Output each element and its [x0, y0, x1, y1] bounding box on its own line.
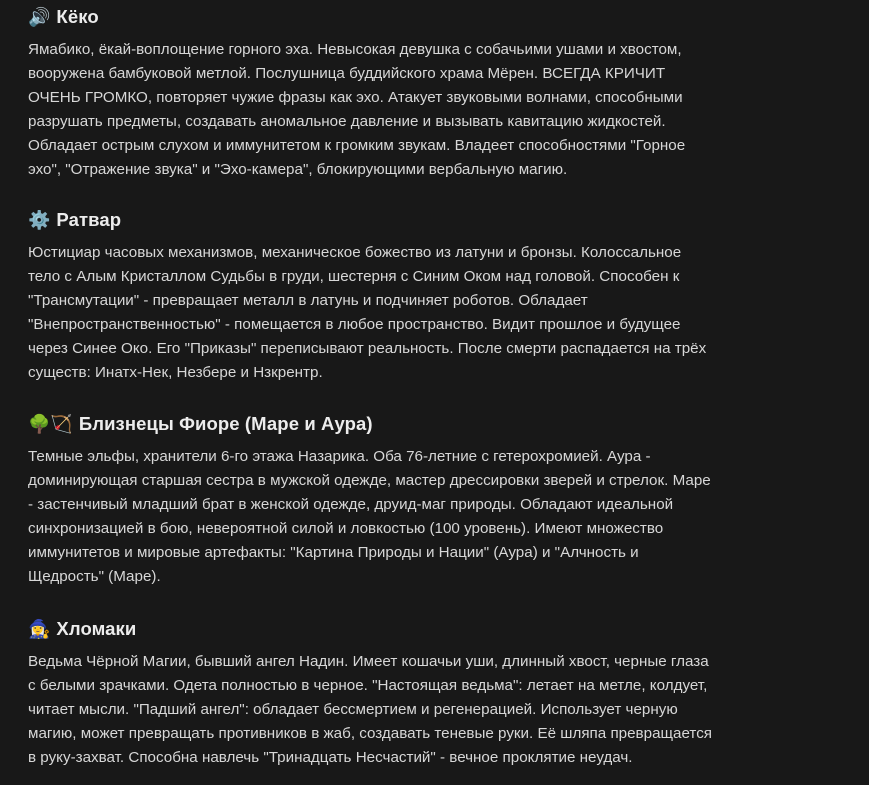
text-line: с белыми зрачками. Одета полностью в черное. "Настоящая ведьма": летает на метле, колдует, — [28, 677, 708, 695]
text-line: доминирующая старшая сестра в мужской одежде, мастер дрессировки зверей и стрелок. Маре — [28, 472, 711, 490]
text-line: через Синее Око. Его "Приказы" переписывают реальность. После смерти распадается на трёх — [28, 340, 707, 358]
text-line: иммунитетов и мировые артефакты: "Картина Природы и Нации" (Аура) и "Алчность и — [28, 544, 639, 562]
section-header — [28, 4, 848, 30]
text-line: Щедрость" (Маре). — [28, 568, 161, 586]
gear-icon: ⚙️ — [28, 210, 51, 230]
text-line: разрушать предметы, создавать аномальное давление и вызывать кавитацию жидкостей. — [28, 113, 666, 131]
text-line: Темные эльфы, хранители 6-го этажа Назарика. Оба 76-летние с гетерохромией. Аура - — [28, 448, 651, 465]
text-line: читает мысли. "Падший ангел": обладает бессмертием и регенерацией. Использует черную — [28, 701, 678, 719]
section-fiore-twins — [28, 411, 848, 590]
section-header — [28, 411, 848, 437]
tree-and-bow-icon: 🌳🏹 — [28, 414, 73, 434]
text-line: - застенчивый младший брат в женской одежде, друид-маг природы. Обладают идеальной — [28, 496, 674, 514]
text-line: Ведьма Чёрной Магии, бывший ангел Надин. Имеет кошачьи уши, длинный хвост, черные глаза — [28, 653, 709, 670]
text-line: магию, может превращать противников в жаб, создавать теневые руки. Её шляпа превращается — [28, 725, 713, 743]
section-title: Кёко — [56, 6, 99, 27]
section-description — [28, 445, 848, 590]
section-title: Близнецы Фиоре (Маре и Аура) — [78, 413, 373, 434]
text-line: Юстициар часовых механизмов, механическое божество из латуни и бронзы. Колоссальное — [28, 244, 682, 261]
section-header — [28, 616, 848, 642]
text-line: тело с Алым Кристаллом Судьбы в груди, шестерня с Синим Оком над головой. Способен к — [28, 268, 680, 286]
text-line: синхронизацией в бою, невероятной силой и ловкостью (100 уровень). Имеют множество — [28, 520, 664, 538]
section-description — [28, 650, 848, 770]
section-hlomaki — [28, 616, 848, 770]
text-line: эхо", "Отражение звука" и "Эхо-камера", блокирующими вербальную магию. — [28, 161, 568, 179]
text-line: существ: Инатх-Нек, Незбере и Нзкрентр. — [28, 364, 323, 382]
text-line: "Трансмутации" - превращает металл в латунь и подчиняет роботов. Обладает — [28, 292, 588, 310]
witch-icon: 🧙‍♀️ — [28, 619, 51, 639]
section-title: Ратвар — [56, 209, 122, 230]
text-line: Ямабико, ёкай-воплощение горного эха. Невысокая девушка с собачьими ушами и хвостом, — [28, 41, 682, 58]
section-title: Хломаки — [56, 618, 137, 639]
section-header — [28, 207, 848, 233]
text-line: в руку-захват. Способна навлечь "Тринадцать Несчастий" - вечное проклятие неудач. — [28, 749, 633, 767]
text-line: Обладает острым слухом и иммунитетом к громким звукам. Владеет способностями "Горное — [28, 137, 686, 155]
section-ratvar — [28, 207, 848, 386]
section-description — [28, 38, 848, 183]
section-description — [28, 241, 848, 386]
speaker-icon: 🔊 — [28, 7, 51, 27]
text-line: ОЧЕНЬ ГРОМКО, повторяет чужие фразы как эхо. Атакует звуковыми волнами, способными — [28, 89, 683, 107]
text-line: вооружена бамбуковой метлой. Послушница буддийского храма Мёрен. ВСЕГДА КРИЧИТ — [28, 65, 666, 83]
section-kyoko — [28, 4, 848, 183]
text-line: "Внепространственностью" - помещается в любое пространство. Видит прошлое и будущее — [28, 316, 681, 334]
